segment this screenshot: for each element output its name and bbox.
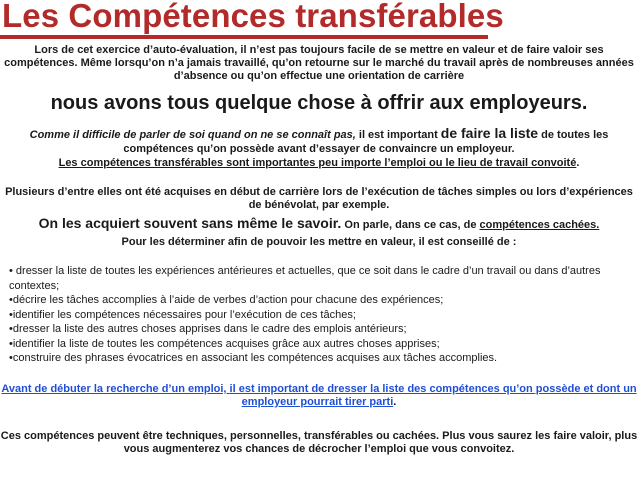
- hidden-skills-big: On les acquiert souvent sans même le savoir.: [38, 215, 342, 231]
- intro-paragraph: Lors de cet exercice d’auto-évaluation, il n’est pas toujours facile de se mettre en valeur et de faire valoir ses compétences. Même lorsqu’on n’a jamais travaillé, qu’on retourne sur le marché du travail après de nombreuses années d’absence ou qu’on effectue une orientation de carrière: [4, 44, 634, 82]
- lead-paragraph: [0, 126, 638, 170]
- hidden-skills-link: compétences cachées.: [479, 219, 600, 231]
- list-item: •identifier la liste de toutes les compétences acquises grâce aux autres choses apprises;: [9, 337, 440, 350]
- list-item: •construire des phrases évocatrices en associant les compétences acquises aux tâches accomplies.: [9, 352, 498, 364]
- paragraph-conclusion: Ces compétences peuvent être techniques, personnelles, transférables ou cachées. Plus vous saurez les faire valoir, plus vous augmenterez vos chances de décrocher l’emploi que vous convoitez.: [0, 430, 638, 455]
- paragraph-before-search: [0, 383, 638, 409]
- list-item: •identifier les compétences nécessaires pour l’exécution de ces tâches;: [9, 308, 356, 321]
- lead-period: .: [576, 157, 580, 169]
- lead-mid: il est important: [355, 129, 441, 141]
- lead-underlined: Les compétences transférables sont importantes peu importe l’emploi ou le lieu de travail convoité: [58, 157, 577, 169]
- before-search-link[interactable]: Avant de débuter la recherche d’un emploi, il est important de dresser la liste des compétences qu’on possède et dont un employeur pourrait tirer parti: [1, 383, 637, 408]
- paragraph-advice: Pour les déterminer afin de pouvoir les mettre en valeur, il est conseillé de :: [121, 236, 517, 248]
- bullet-list: [9, 264, 631, 366]
- lead-end: de toutes les compétences qu’on possède avant d’essayer de convaincre un employeur.: [123, 129, 609, 155]
- title-underline: [0, 35, 488, 39]
- list-item: •décrire les tâches accomplies à l’aide de verbes d’action pour chacune des expériences;: [9, 294, 444, 306]
- list-item: •dresser la liste des autres choses apprises dans le cadre des emplois antérieurs;: [9, 323, 407, 335]
- before-search-period: .: [393, 396, 397, 408]
- headline: nous avons tous quelque chose à offrir aux employeurs.: [50, 92, 588, 114]
- paragraph-acquired: Plusieurs d’entre elles ont été acquises en début de carrière lors de l’exécution de tâches simples ou lors d’expériences de bénévolat, par exemple.: [5, 186, 633, 211]
- lead-emphasis: de faire la liste: [440, 125, 539, 141]
- hidden-skills-small: On parle, dans ce cas, de: [341, 219, 480, 231]
- paragraph-hidden-skills: [0, 215, 638, 234]
- list-item: • dresser la liste de toutes les expériences antérieures et actuelles, que ce soit dans le cadre d’un travail ou dans d’autres contextes;: [9, 265, 601, 292]
- page-title: Les Compétences transférables: [2, 0, 504, 34]
- lead-italic: Comme il difficile de parler de soi quand on ne se connaît pas,: [29, 129, 356, 141]
